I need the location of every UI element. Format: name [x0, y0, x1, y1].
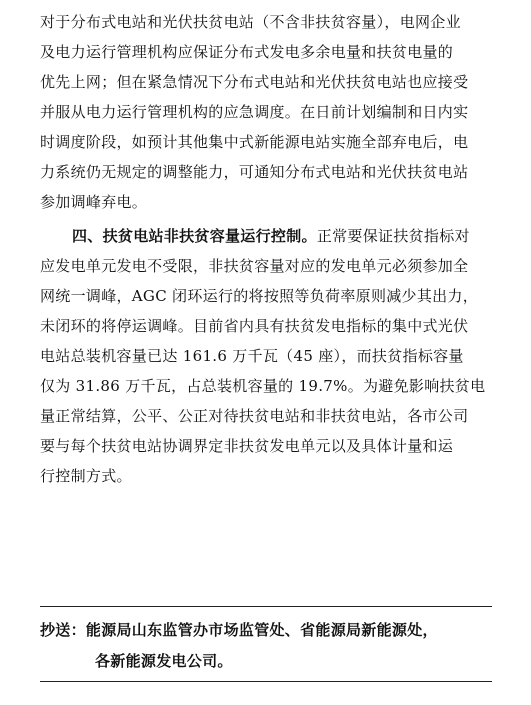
paragraph-line: 应发电单元发电不受限，非扶贫容量对应的发电单元必须参加全: [40, 257, 469, 275]
paragraph-line: 仅为 31.86 万千瓦，占总装机容量的 19.7%。为避免影响扶贫电: [40, 377, 486, 395]
section-heading: 四、扶贫电站非扶贫容量运行控制。: [72, 227, 317, 245]
paragraph-line: 优先上网；但在紧急情况下分布式电站和光伏扶贫电站也应接受: [40, 73, 469, 91]
paragraph-line: 行控制方式。: [40, 467, 132, 485]
paragraph-line: 量正常结算，公平、公正对待扶贫电站和非扶贫电站，各市公司: [40, 407, 469, 425]
paragraph-line: 未闭环的将停运调峰。目前省内具有扶贫发电指标的集中式光伏: [40, 317, 469, 335]
paragraph-line: 及电力运行管理机构应保证分布式发电多余电量和扶贫电量的: [40, 43, 454, 61]
paragraph-line: 要与每个扶贫电站协调界定非扶贫发电单元以及具体计量和运: [40, 437, 454, 455]
paragraph-line: 对于分布式电站和光伏扶贫电站（不含非扶贫容量），电网企业: [40, 13, 461, 31]
cc-line-1: [40, 620, 438, 640]
paragraph-line: 并服从电力运行管理机构的应急调度。在日前计划编制和日内实: [40, 103, 469, 121]
cc-bottom-rule: [40, 681, 492, 682]
cc-line-2: 各新能源发电公司。: [95, 652, 233, 670]
cc-recipients: 能源局山东监管办市场监管处、省能源局新能源处，: [85, 621, 438, 639]
paragraph-4-first-line: [72, 226, 470, 246]
cc-label: 抄送：: [40, 621, 86, 639]
paragraph-line: 参加调峰弃电。: [40, 193, 148, 211]
paragraph-line: 网统一调峰，AGC 闭环运行的将按照等负荷率原则减少其出力，: [40, 287, 479, 305]
paragraph-line: 电站总装机容量已达 161.6 万千瓦（45 座），而扶贫指标容量: [40, 347, 464, 365]
paragraph-text: 正常要保证扶贫指标对: [316, 227, 470, 245]
cc-top-rule: [40, 606, 492, 607]
paragraph-line: 力系统仍无规定的调整能力，可通知分布式电站和光伏扶贫电站: [40, 163, 469, 181]
paragraph-line: 时调度阶段，如预计其他集中式新能源电站实施全部弃电后，电: [40, 133, 469, 151]
